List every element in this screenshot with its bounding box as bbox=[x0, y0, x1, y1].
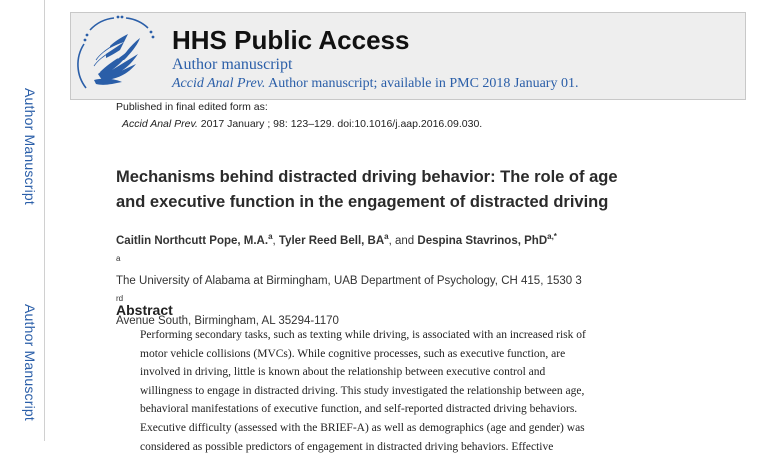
author-name: Caitlin Northcutt Pope, M.A. bbox=[116, 234, 269, 247]
abstract-line: considered as possible predictors of engagement in distracted driving behaviors. Effective bbox=[140, 440, 554, 453]
author-affiliation-marker: a bbox=[268, 232, 273, 241]
header-title: HHS Public Access bbox=[172, 25, 410, 55]
author-separator: , and bbox=[388, 234, 418, 247]
article-title bbox=[116, 165, 756, 215]
author-separator: , bbox=[272, 234, 279, 247]
publication-citation-details: 2017 January ; 98: 123–129. doi:10.1016/j.aap.2016.09.030. bbox=[200, 118, 483, 130]
author-affiliation-marker: a,* bbox=[547, 232, 557, 241]
sidebar-label-author-manuscript-2: Author Manuscript bbox=[22, 304, 38, 422]
author-list bbox=[116, 232, 557, 247]
published-label: Published in final edited form as: bbox=[116, 101, 268, 113]
sidebar-divider bbox=[44, 0, 45, 441]
ordinal-suffix: rd bbox=[116, 293, 124, 303]
abstract-line: willingness to engage in distracted driving. This study investigated the relationship between age, bbox=[140, 384, 585, 397]
hhs-eagle-logo-icon bbox=[76, 14, 162, 96]
author-affiliation-marker: a bbox=[384, 232, 389, 241]
affiliation-text-1: The University of Alabama at Birmingham, UAB Department of Psychology, CH 415, 1530 3 bbox=[116, 274, 582, 287]
article-title-line-2: and executive function in the engagement of distracted driving bbox=[116, 193, 609, 211]
affiliation-line-2: Avenue South, Birmingham, AL 35294-1170 bbox=[116, 314, 339, 327]
abstract-line: involved in driving, little is known about the relationship between executive control and bbox=[140, 366, 546, 379]
affiliation-marker: a bbox=[116, 254, 121, 263]
sidebar-label-author-manuscript: Author Manuscript bbox=[22, 88, 38, 206]
abstract-line: behavioral manifestations of executive function, and self-reported distracted driving behaviors. bbox=[140, 403, 578, 416]
header-subtitle: Author manuscript bbox=[172, 56, 293, 73]
header-availability: Author manuscript; available in PMC 2018 January 01. bbox=[268, 76, 579, 91]
publication-journal: Accid Anal Prev. bbox=[122, 118, 198, 130]
author-name: Tyler Reed Bell, BA bbox=[278, 234, 385, 247]
abstract-line: Executive difficulty (assessed with the BRIEF-A) as well as demographics (age and gender) was bbox=[140, 421, 585, 434]
header-availability-line bbox=[172, 76, 578, 92]
affiliation-line-1 bbox=[116, 250, 676, 312]
header-journal-abbrev: Accid Anal Prev. bbox=[172, 76, 266, 91]
publication-citation bbox=[122, 118, 482, 130]
abstract-line: motor vehicle collisions (MVCs). While cognitive processes, such as executive function, are bbox=[140, 347, 566, 360]
affiliation bbox=[116, 250, 676, 330]
abstract-line: Performing secondary tasks, such as texting while driving, is associated with an increased risk of bbox=[140, 329, 586, 341]
abstract-heading: Abstract bbox=[116, 302, 173, 318]
article-title-line-1: Mechanisms behind distracted driving behavior: The role of age bbox=[116, 168, 618, 186]
abstract-body bbox=[140, 326, 740, 456]
author-name: Despina Stavrinos, PhD bbox=[417, 234, 548, 247]
